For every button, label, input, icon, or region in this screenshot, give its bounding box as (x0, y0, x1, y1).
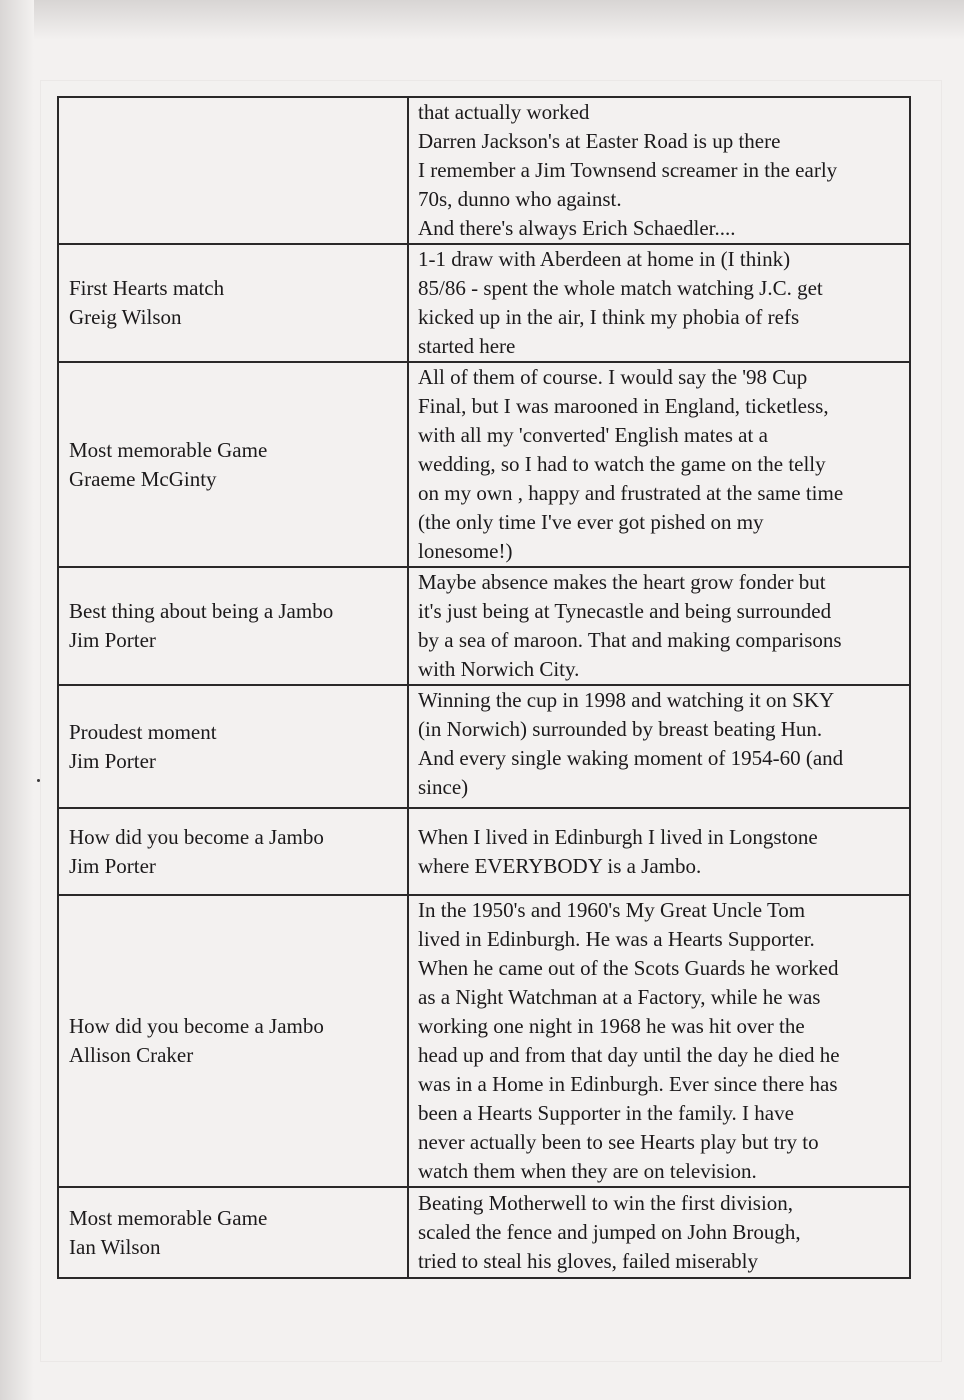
question-cell (58, 895, 408, 1187)
answer-line: where EVERYBODY is a Jambo. (418, 853, 702, 878)
table-row (58, 808, 910, 895)
table-row (58, 1187, 910, 1278)
answer-line: was in a Home in Edinburgh. Ever since there has (418, 1072, 838, 1096)
table-row (58, 362, 910, 567)
answer-line: Final, but I was marooned in England, ticketless, (418, 394, 829, 418)
answer-cell (408, 567, 910, 685)
answer-line: When he came out of the Scots Guards he worked (418, 956, 839, 980)
answer-line: with all my 'converted' English mates at a (418, 423, 768, 447)
answer-line: 1-1 draw with Aberdeen at home in (I think) (418, 247, 791, 271)
answer-line: I remember a Jim Townsend screamer in the early (418, 158, 838, 182)
question-cell (58, 567, 408, 685)
respondent-name: Ian Wilson (69, 1234, 161, 1259)
table-row (58, 244, 910, 362)
answer-line: as a Night Watchman at a Factory, while he was (418, 985, 821, 1009)
table-row (58, 895, 910, 1187)
answer-cell (408, 362, 910, 567)
question-cell (58, 362, 408, 567)
answer-cell (408, 808, 910, 895)
question-label: Proudest moment (69, 719, 217, 744)
answer-line: head up and from that day until the day he died he (418, 1043, 840, 1067)
answer-line: working one night in 1968 he was hit over the (418, 1014, 805, 1038)
question-label: Best thing about being a Jambo (69, 599, 334, 623)
answer-line: 70s, dunno who against. (418, 187, 622, 211)
answer-line: In the 1950's and 1960's My Great Uncle Tom (418, 898, 806, 922)
answer-line: lived in Edinburgh. He was a Hearts Supporter. (418, 927, 815, 951)
answer-line: it's just being at Tynecastle and being surrounded (418, 599, 832, 623)
question-label: Most memorable Game (69, 437, 268, 462)
table-row (58, 97, 910, 244)
answer-line: And every single waking moment of 1954-60 (and (418, 746, 844, 770)
respondent-name: Jim Porter (69, 748, 156, 773)
answer-line: with Norwich City. (418, 657, 580, 681)
respondent-name: Allison Craker (69, 1043, 194, 1067)
answer-line: watch them when they are on television. (418, 1159, 757, 1183)
answer-line: scaled the fence and jumped on John Brough, (418, 1220, 801, 1244)
question-label: First Hearts match (69, 276, 225, 300)
page-top-shadow (0, 0, 964, 40)
answer-line: wedding, so I had to watch the game on the telly (418, 452, 826, 476)
answer-line: (the only time I've ever got pished on my (418, 510, 764, 534)
answer-line: Winning the cup in 1998 and watching it on SKY (418, 688, 835, 712)
answer-line: kicked up in the air, I think my phobia of refs (418, 305, 800, 329)
answer-line: never actually been to see Hearts play but try to (418, 1130, 819, 1154)
answer-line: lonesome!) (418, 539, 513, 563)
question-label: How did you become a Jambo (69, 824, 324, 849)
answer-line: since) (418, 775, 469, 799)
respondent-name: Graeme McGinty (69, 466, 217, 491)
respondent-name: Greig Wilson (69, 305, 182, 329)
answer-line: that actually worked (418, 100, 590, 124)
question-cell (58, 1187, 408, 1278)
answer-line: Beating Motherwell to win the first division, (418, 1191, 794, 1215)
qa-table (57, 96, 911, 1279)
answer-line: by a sea of maroon. That and making comparisons (418, 628, 842, 652)
answer-cell (408, 1187, 910, 1278)
answer-line: Darren Jackson's at Easter Road is up there (418, 129, 781, 153)
answer-line: (in Norwich) surrounded by breast beating Hun. (418, 717, 823, 741)
answer-cell (408, 895, 910, 1187)
question-cell (58, 244, 408, 362)
respondent-name: Jim Porter (69, 853, 156, 878)
stray-mark (37, 779, 40, 782)
answer-line: And there's always Erich Schaedler.... (418, 216, 736, 240)
table-row (58, 685, 910, 808)
question-cell (58, 808, 408, 895)
question-label: How did you become a Jambo (69, 1014, 324, 1038)
question-cell (58, 97, 408, 244)
answer-cell (408, 97, 910, 244)
answer-cell (408, 244, 910, 362)
answer-line: 85/86 - spent the whole match watching J.C. get (418, 276, 823, 300)
page-binding-shadow (0, 0, 34, 1400)
table-row (58, 567, 910, 685)
question-label: Most memorable Game (69, 1205, 268, 1230)
answer-line: on my own , happy and frustrated at the same time (418, 481, 844, 505)
answer-line: been a Hearts Supporter in the family. I have (418, 1101, 794, 1125)
answer-line: started here (418, 334, 516, 358)
question-cell (58, 685, 408, 808)
answer-line: All of them of course. I would say the '98 Cup (418, 365, 808, 389)
answer-line: Maybe absence makes the heart grow fonder but (418, 570, 826, 594)
answer-cell (408, 685, 910, 808)
answer-line: tried to steal his gloves, failed miserably (418, 1249, 758, 1273)
answer-line: When I lived in Edinburgh I lived in Longstone (418, 824, 818, 849)
respondent-name: Jim Porter (69, 628, 156, 652)
